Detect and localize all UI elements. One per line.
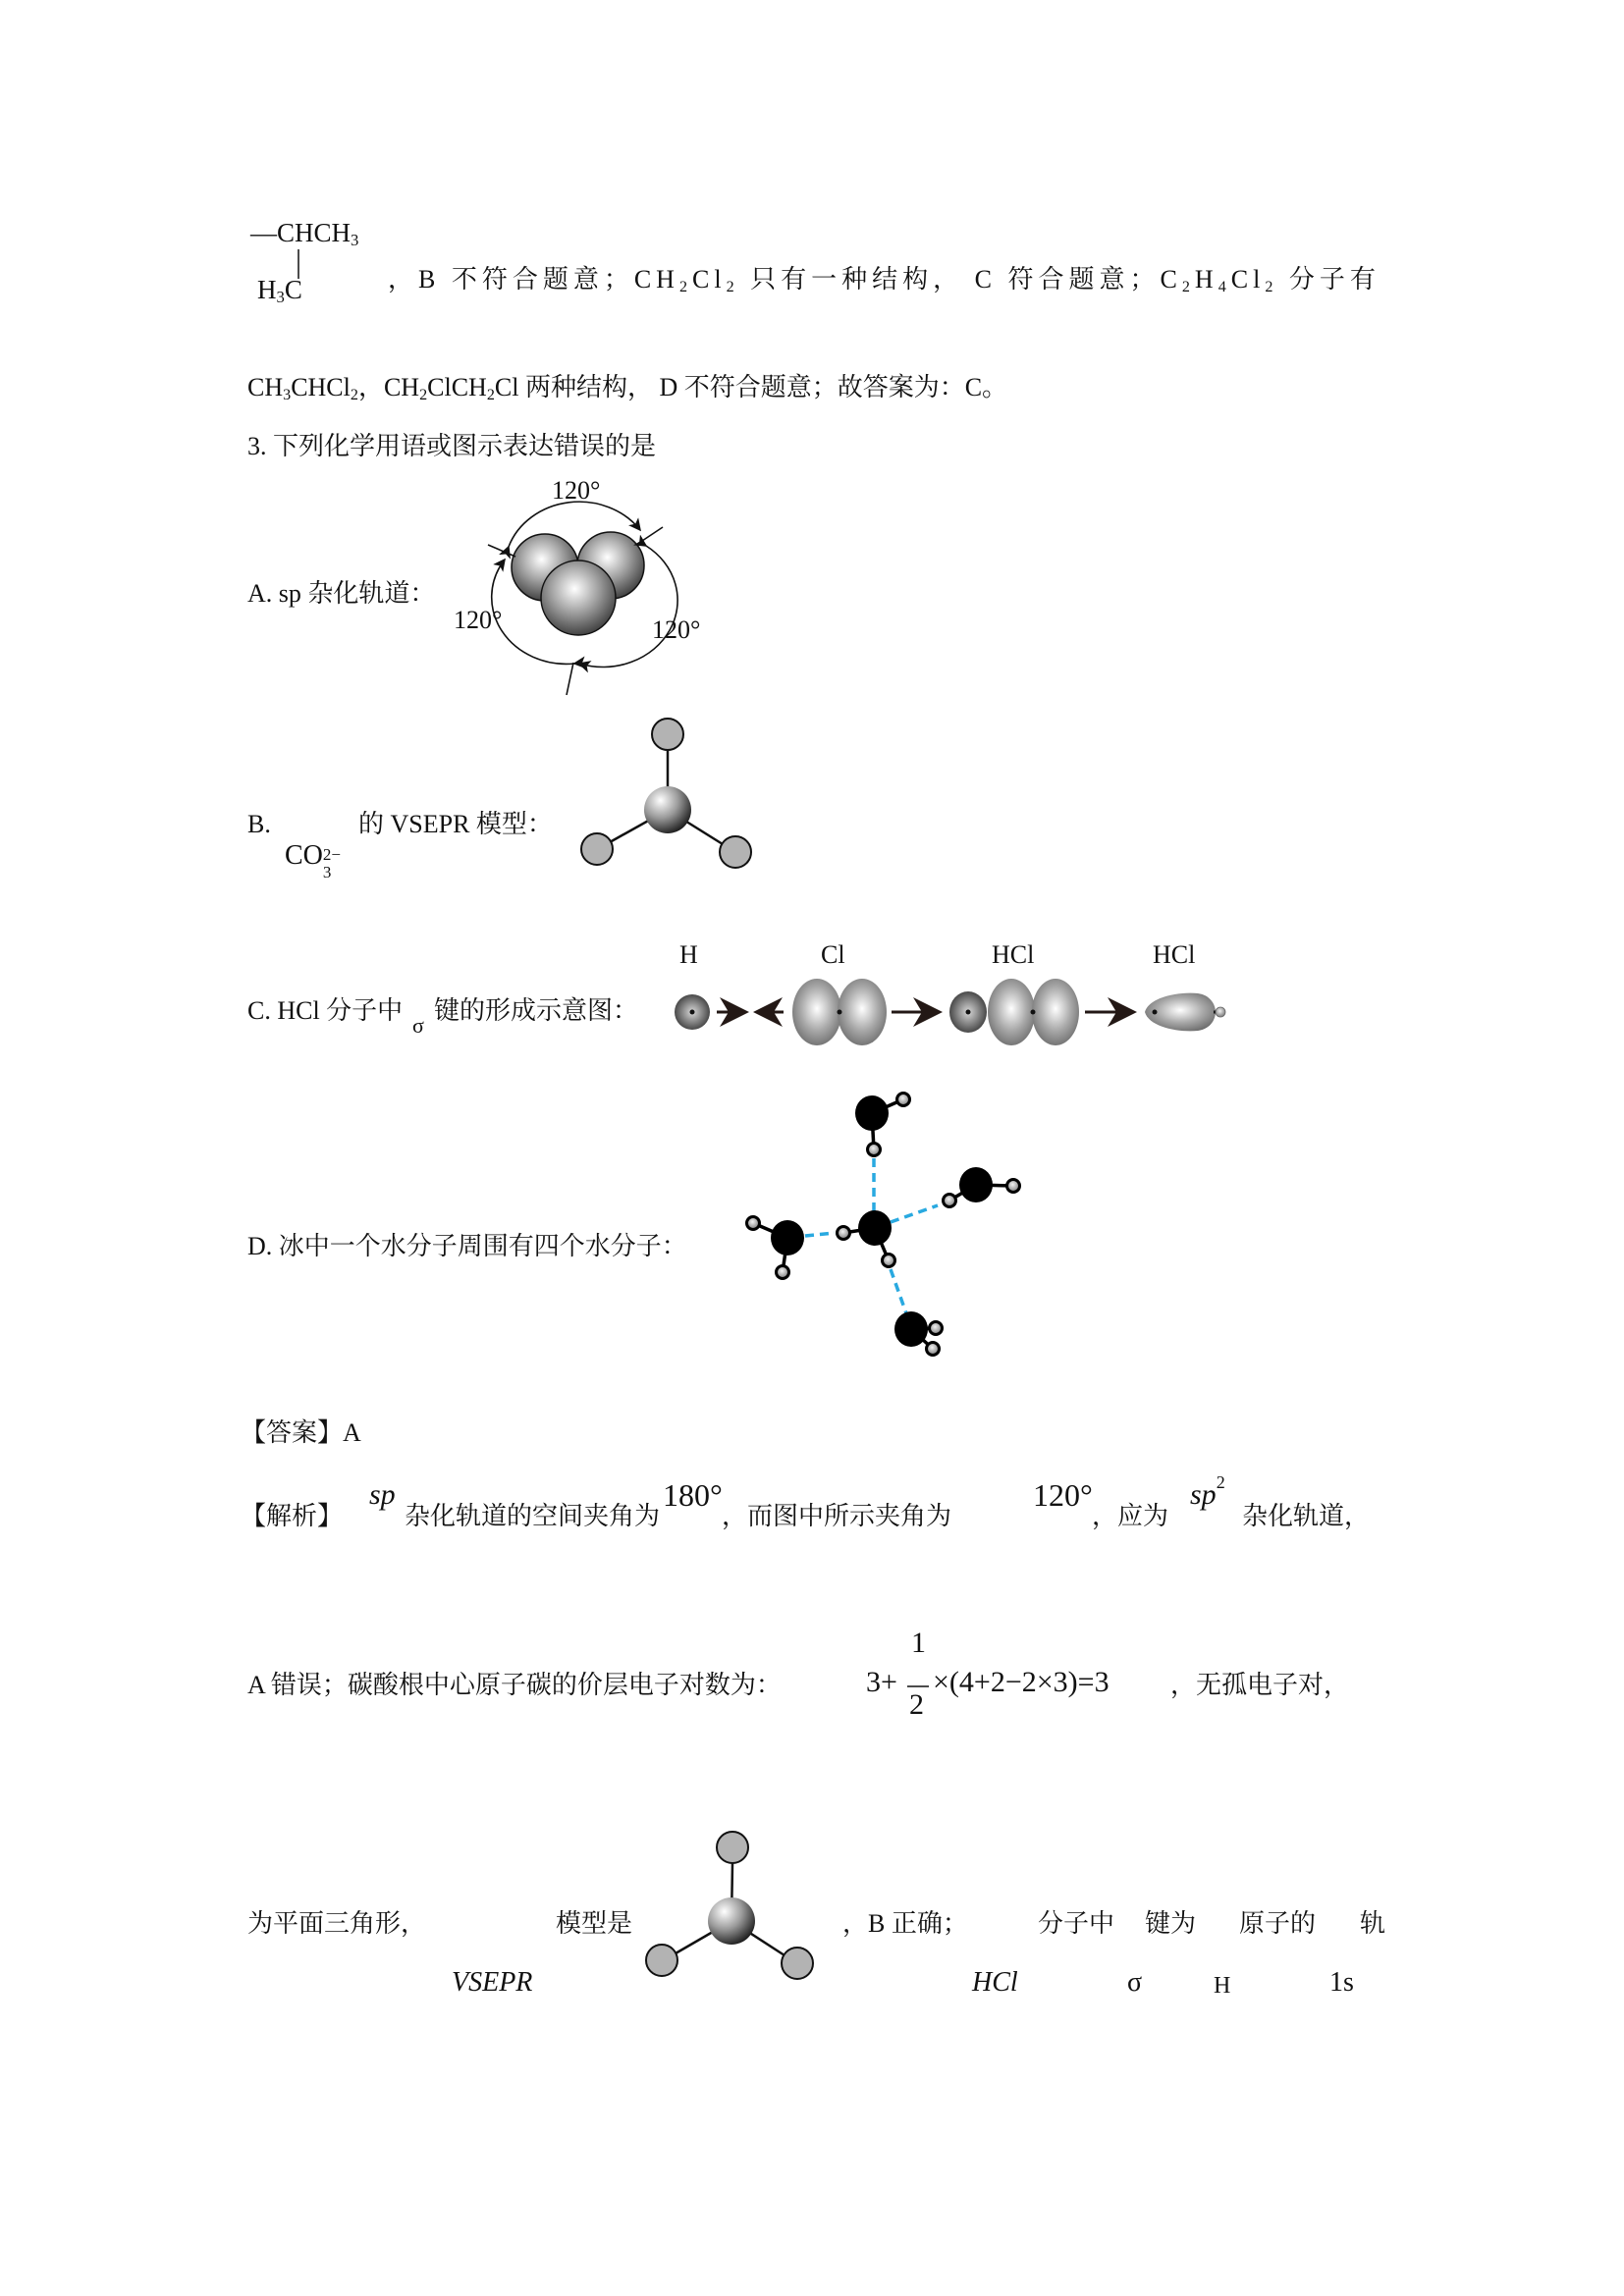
analysis-line1-text3: ，应为	[1092, 1502, 1169, 1530]
angle-180: 180°	[663, 1477, 723, 1513]
option-c-suffix: 键的形成示意图：	[434, 996, 639, 1025]
option-d-label: D. 冰中一个水分子周围有四个水分子：	[247, 1232, 687, 1260]
sigma-term: σ	[1127, 1967, 1143, 1998]
sp-term: sp	[369, 1478, 396, 1511]
prev-answer-line-2: $CH_3CHCl_2$，$CH_2ClCH_2Cl$ 两种结构， D 不符合题意；故答案为：C。	[247, 373, 1008, 404]
formula-left: 3+	[866, 1666, 897, 1698]
struct-bottom: $H_3C$	[257, 275, 302, 307]
answer-label: 【答案】A	[241, 1418, 361, 1447]
analysis-line3-text6: 原子的	[1239, 1909, 1317, 1938]
label-h: H	[679, 940, 698, 969]
sp2-term: $sp^2$	[1190, 1472, 1225, 1511]
angle-label-top: 120°	[552, 476, 601, 505]
analysis-line1-text2: ，而图中所示夹角为	[722, 1502, 952, 1530]
label-hcl-1: HCl	[992, 940, 1035, 969]
option-b-suffix: 的 VSEPR 模型：	[358, 810, 553, 838]
struct-top: $—CHCH_3$	[250, 218, 359, 250]
label-cl: Cl	[821, 940, 845, 969]
hcl-term: HCl	[972, 1967, 1018, 1998]
question-title: 3. 下列化学用语或图示表达错误的是	[247, 432, 657, 460]
formula-right: ×(4+2−2×3)=3	[933, 1666, 1110, 1698]
option-a-label: A. sp 杂化轨道：	[247, 579, 436, 608]
analysis-line3-text1: 为平面三角形，	[247, 1909, 427, 1938]
analysis-line1-text1: 杂化轨道的空间夹角为	[405, 1502, 661, 1530]
vsepr-term: VSEPR	[452, 1967, 533, 1998]
fraction-numerator: 1	[911, 1627, 926, 1659]
carbonate-formula: CO 2− 3	[285, 840, 341, 881]
orbital-lobes	[512, 532, 644, 635]
analysis-line2-text1: A 错误；碳酸根中心原子碳的价层电子对数为：	[247, 1671, 782, 1699]
fraction-denominator: 2	[909, 1688, 924, 1721]
prev-answer-line-1: ，B 不符合题意；$CH_2Cl_2$ 只有一种结构， C 符合题意；$C_2H_4Cl_2$ 分子有	[388, 265, 1380, 296]
oxygen-atoms	[771, 1095, 993, 1347]
analysis-line3-text4: 分子中	[1038, 1909, 1115, 1938]
1s-term: 1s	[1329, 1967, 1354, 1998]
analysis-line3-text2: 模型是	[556, 1909, 633, 1938]
analysis-label: 【解析】	[241, 1502, 344, 1530]
sigma-symbol: σ	[412, 1013, 424, 1038]
angle-label-right: 120°	[652, 615, 701, 644]
analysis-line1-text4: 杂化轨道，	[1242, 1502, 1371, 1530]
analysis-line3-text3: ，B 正确；	[842, 1909, 968, 1938]
angle-label-left: 120°	[454, 606, 503, 634]
option-b-prefix: B.	[247, 810, 271, 838]
analysis-line3-text5: 键为	[1145, 1909, 1197, 1938]
option-c-prefix: C. HCl 分子中	[247, 996, 404, 1025]
analysis-line2-text2: ，无孤电子对，	[1170, 1671, 1350, 1699]
h-term: H	[1214, 1973, 1231, 1999]
label-hcl-2: HCl	[1153, 940, 1196, 969]
analysis-line3-text7: 轨	[1360, 1909, 1386, 1938]
angle-120: 120°	[1033, 1477, 1093, 1513]
